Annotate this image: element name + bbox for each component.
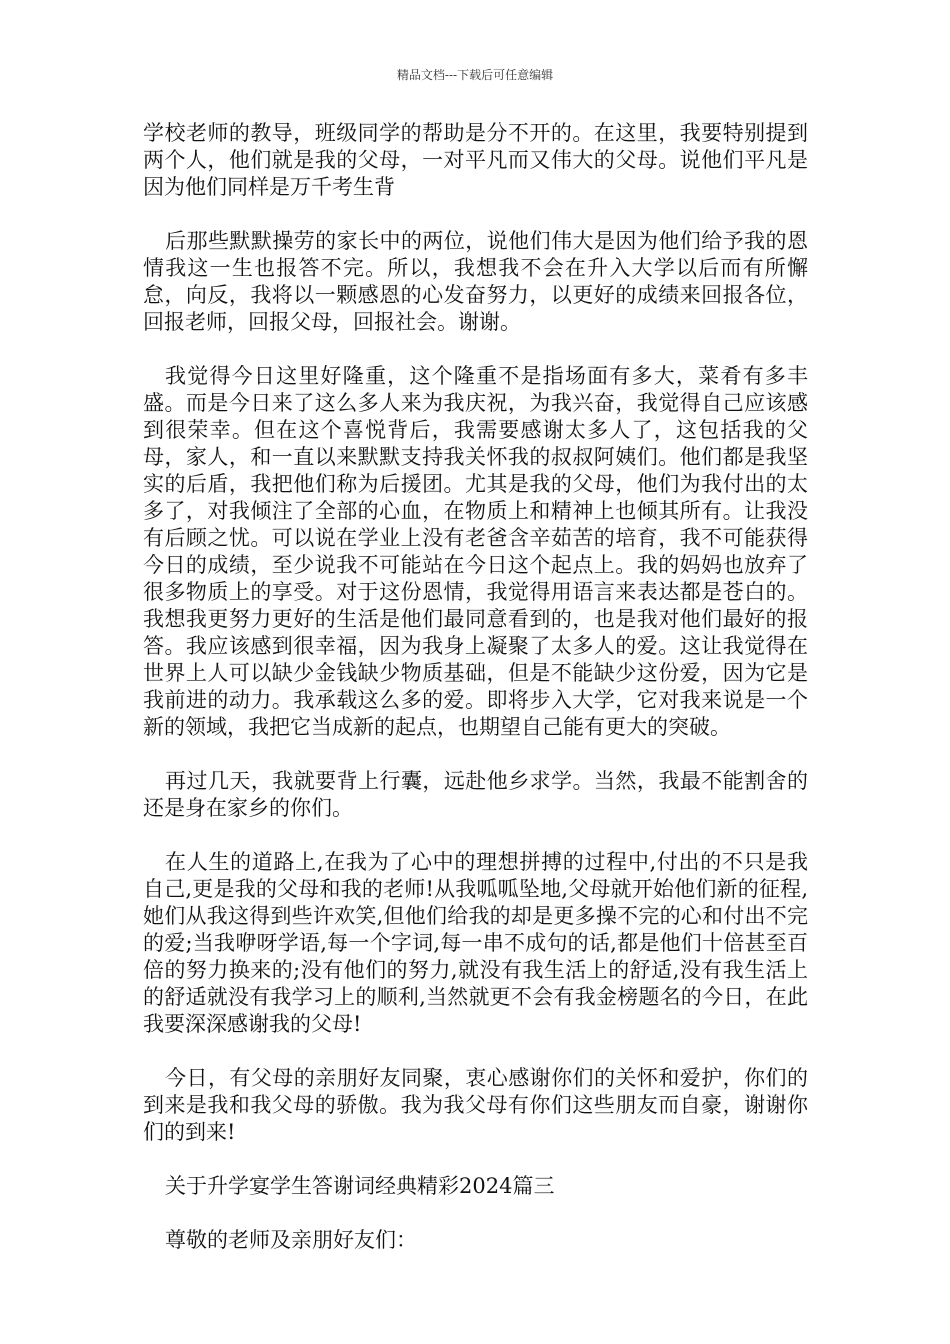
paragraph-6: 今日，有父母的亲朋好友同聚，衷心感谢你们的关怀和爱护，你们的到来是我和我父母的骄傲。我为我父母有你们这些朋友而自豪，谢谢你们的到来! (143, 1066, 808, 1144)
paragraph-2: 后那些默默操劳的家长中的两位，说他们伟大是因为他们给予我的恩情我这一生也报答不完。所以，我想我不会在升入大学以后而有所懈怠，向反，我将以一颗感恩的心发奋努力，以更好的成绩来回报各位，回报老师，回报父母，回报社会。谢谢。 (143, 229, 808, 334)
paragraph-1: 学校老师的教导，班级同学的帮助是分不开的。在这里，我要特别提到两个人，他们就是我的父母，一对平凡而又伟大的父母。说他们平凡是因为他们同样是万千考生背 (143, 121, 808, 199)
page-header: 精品文档---下载后可任意编辑 (396, 68, 554, 82)
paragraph-4: 再过几天，我就要背上行囊，远赴他乡求学。当然，我最不能割舍的还是身在家乡的你们。 (143, 769, 808, 820)
section-heading: 关于升学宴学生答谢词经典精彩2024篇三 (165, 1174, 555, 1198)
paragraph-3: 我觉得今日这里好隆重，这个隆重不是指场面有多大，菜肴有多丰盛。而是今日来了这么多人来为我庆祝，为我兴奋，我觉得自己应该感到很荣幸。但在这个喜悦背后，我需要感谢太多人了，这包括我的父母，家人，和一直以来默默支持我关怀我的叔叔阿姨们。他们都是我坚实的后盾，我把他们称为后援团。尤其是我的父母，他们为我付出的太多了，对我倾注了全部的心血，在物质上和精神上也倾其所有。让我没有后顾之忧。可以说在学业上没有老爸含辛茹苦的培育，我不可能获得今日的成绩，至少说我不可能站在今日这个起点上。我的妈妈也放弃了很多物质上的享受。对于这份恩情，我觉得用语言来表达都是苍白的。我想我更努力更好的生活是他们最同意看到的，也是我对他们最好的报答。我应该感到很幸福，因为我身上凝聚了太多人的爱。这让我觉得在世界上人可以缺少金钱缺少物质基础，但是不能缺少这份爱，因为它是我前进的动力。我承载这么多的爱。即将步入大学，它对我来说是一个新的领域，我把它当成新的起点，也期望自己能有更大的突破。 (143, 364, 808, 739)
paragraph-5: 在人生的道路上,在我为了心中的理想拼搏的过程中,付出的不只是我自己,更是我的父母和我的老师!从我呱呱坠地,父母就开始他们新的征程,她们从我这得到些许欢笑,但他们给我的却是更多操不完的心和付出不完的爱;当我咿呀学语,每一个字词,每一串不成句的话,都是他们十倍甚至百倍的努力换来的;没有他们的努力,就没有我生活上的舒适,没有我生活上的舒适就没有我学习上的顺利,当然就更不会有我金榜题名的今日，在此我要深深感谢我的父母! (143, 850, 808, 1036)
document-body (143, 120, 808, 1281)
salutation: 尊敬的老师及亲朋好友们： (165, 1228, 418, 1252)
